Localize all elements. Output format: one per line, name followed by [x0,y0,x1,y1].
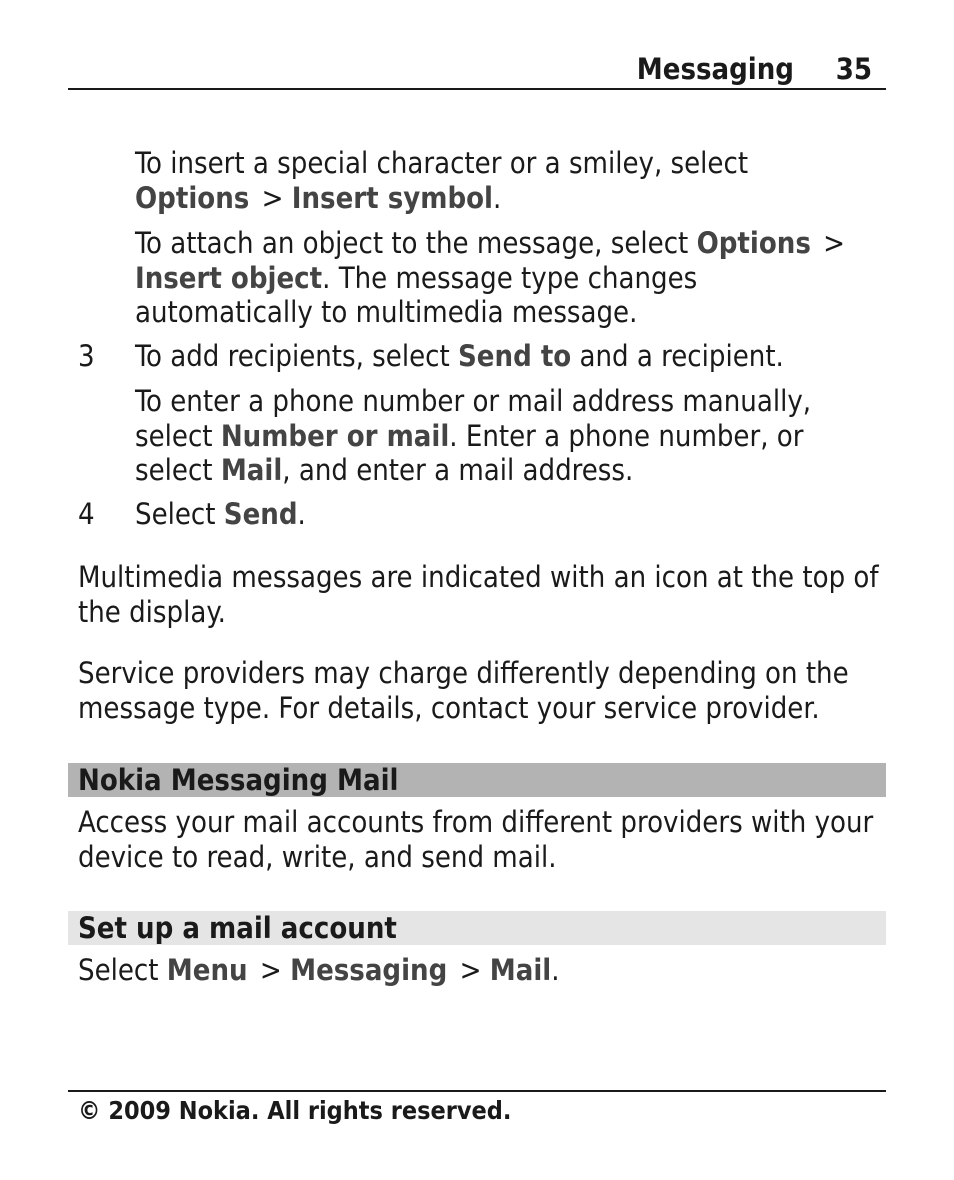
mail-label: Mail [220,453,283,487]
step-number: 4 [78,497,95,531]
send-to-label: Send to [458,339,572,373]
step-text: Select Send. [135,497,306,531]
insert-symbol-label: Insert symbol [291,180,493,215]
manual-entry-instruction: To enter a phone number or mail address manually, select Number or mail. Enter a phone number, or select Mail, and enter a mail address. [135,384,812,487]
send-label: Send [223,497,298,531]
select-menu-path: Select Menu > Messaging > Mail. [78,953,560,987]
section-heading-nokia-messaging-mail: Nokia Messaging Mail [68,763,886,797]
options-menu-label: Options [696,226,811,260]
menu-label: Menu [166,953,248,987]
mail-label: Mail [489,953,552,987]
service-provider-paragraph: Service providers may charge differently depending on the message type. For details, contact your service provider. [78,656,849,725]
copyright-footer: © 2009 Nokia. All rights reserved. [78,1096,512,1125]
footer-divider [68,1090,886,1092]
section-title: Messaging [636,52,794,86]
subsection-heading-set-up-mail: Set up a mail account [68,911,886,945]
messaging-label: Messaging [290,953,448,987]
page-number: 35 [835,52,872,86]
special-character-instruction: To insert a special character or a smiley, select Options > Insert symbol. [135,146,749,215]
options-menu-label: Options [135,180,250,215]
insert-object-label: Insert object [135,260,323,295]
step-text: To add recipients, select Send to and a recipient. [135,339,784,373]
mail-access-paragraph: Access your mail accounts from different providers with your device to read, write, and send mail. [78,805,874,874]
multimedia-indicator-paragraph: Multimedia messages are indicated with an icon at the top of the display. [78,560,879,629]
number-or-mail-label: Number or mail [220,418,450,453]
attach-object-instruction: To attach an object to the message, select Options > Insert object. The message type changes automatically to multimedia message. [135,226,846,329]
step-number: 3 [78,339,95,373]
page-header [68,52,886,90]
